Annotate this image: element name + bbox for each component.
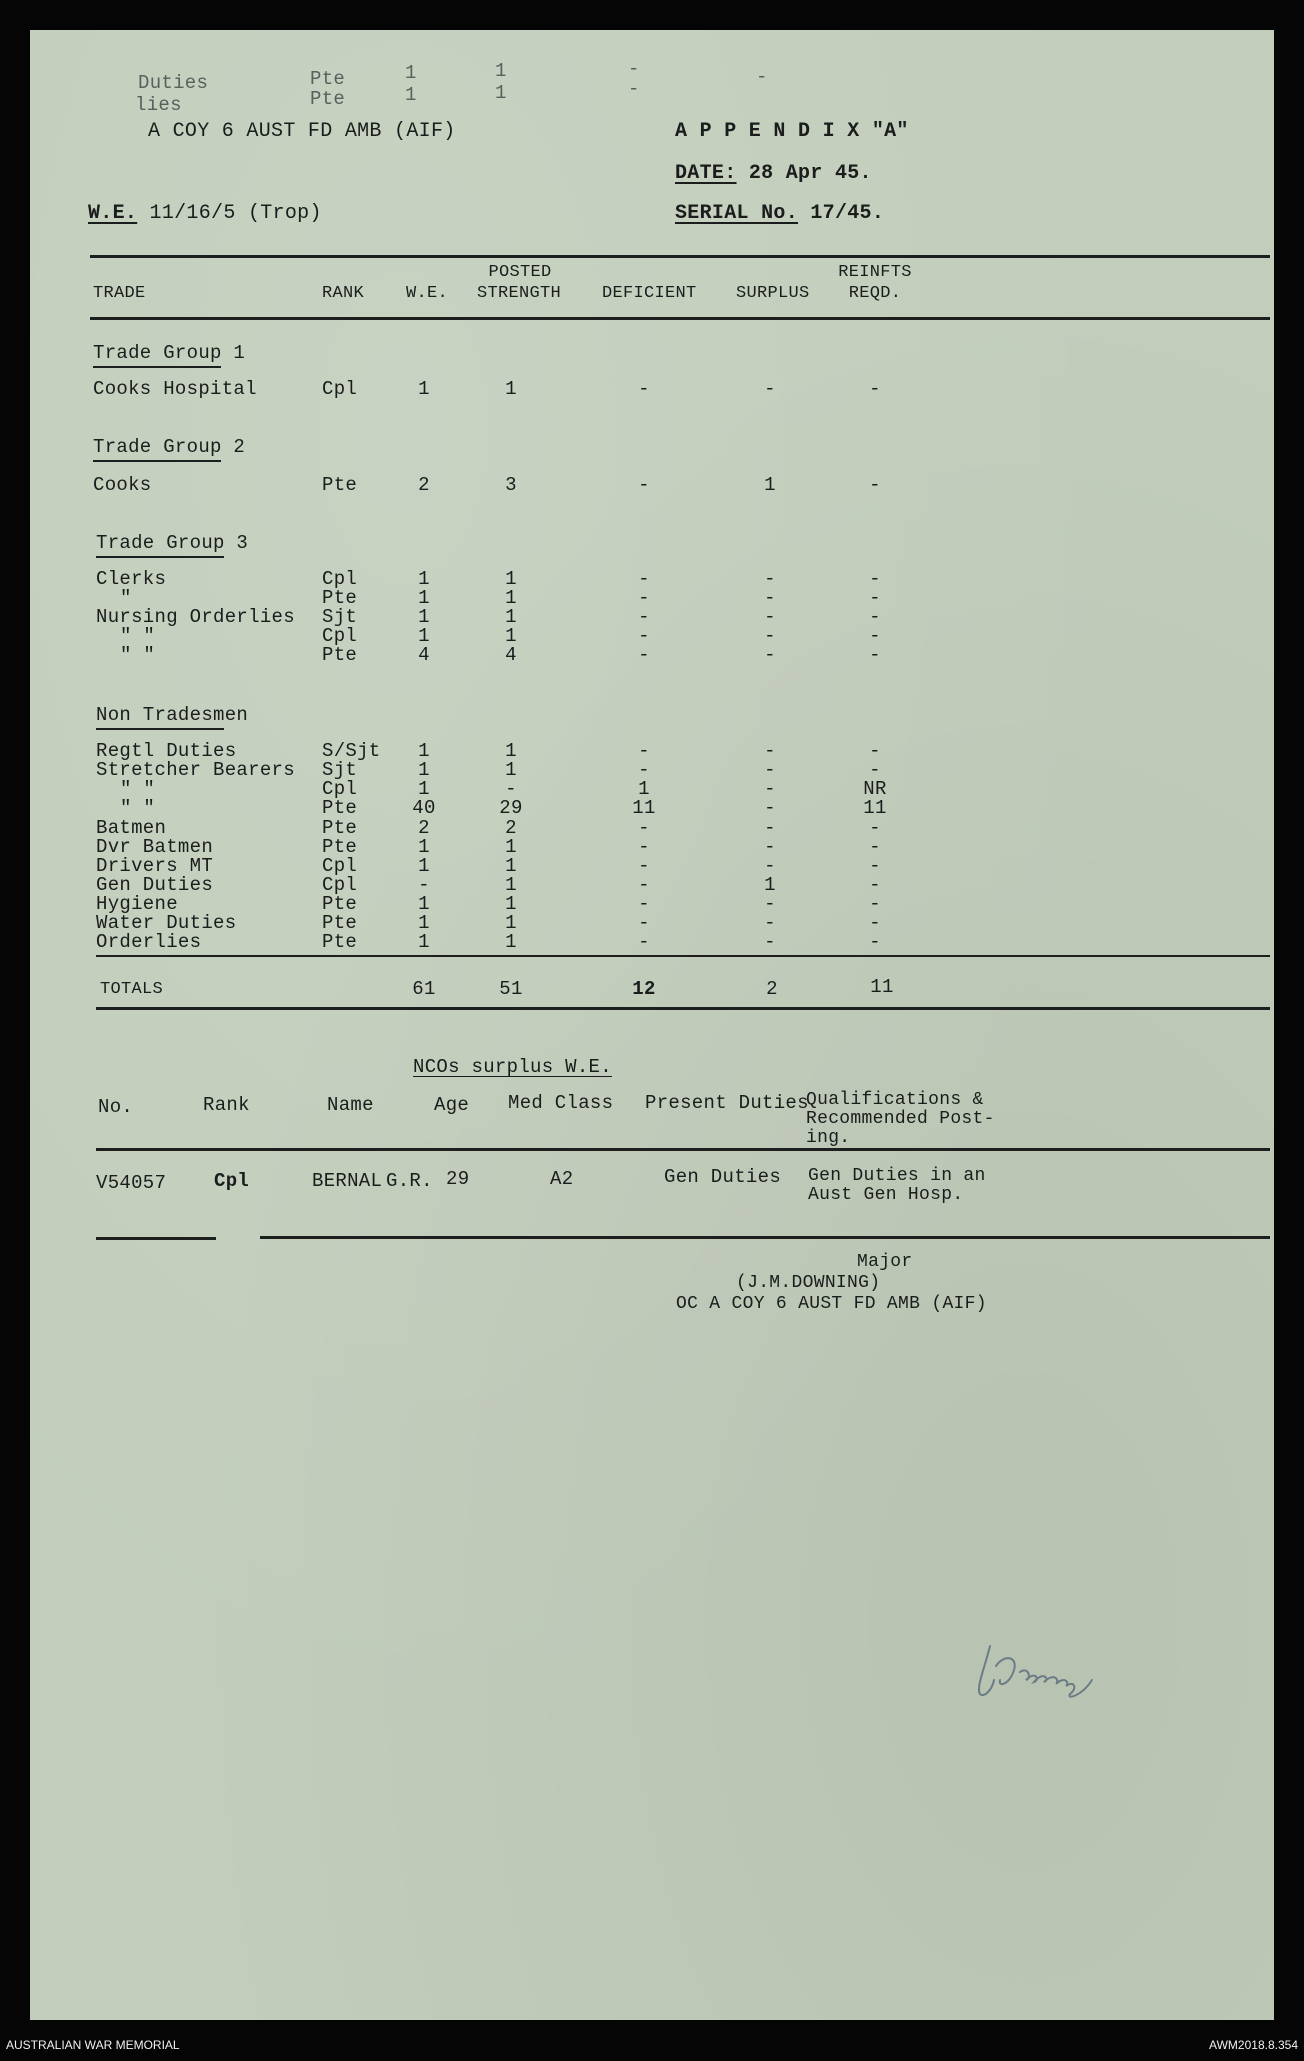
- row-reinf: -: [869, 587, 881, 609]
- row-deficient: -: [638, 625, 650, 647]
- row-posted: 4: [505, 644, 517, 666]
- row-rank: Pte: [322, 893, 358, 915]
- nco-col-med: Med Class: [508, 1092, 614, 1114]
- row-deficient: -: [638, 568, 650, 590]
- row-deficient: -: [638, 817, 650, 839]
- row-posted: 1: [505, 606, 517, 628]
- row-deficient: -: [638, 740, 650, 762]
- serial-label: SERIAL No.: [675, 202, 799, 225]
- group-heading-3: [96, 532, 248, 554]
- group-heading-2-label: Trade Group 2: [93, 436, 246, 458]
- row-surplus: -: [764, 644, 776, 666]
- unit-title: A COY 6 AUST FD AMB (AIF): [148, 120, 456, 143]
- row-we: 1: [418, 836, 430, 858]
- row-trade: ": [120, 587, 132, 609]
- fragment-def-2: -: [628, 78, 640, 100]
- row-rank: Pte: [322, 797, 358, 819]
- row-surplus: -: [764, 568, 776, 590]
- row-reinf: -: [869, 644, 881, 666]
- row-trade: " ": [120, 778, 156, 800]
- row-deficient: -: [638, 874, 650, 896]
- row-trade: Cooks Hospital: [93, 378, 257, 400]
- bottom-rule-left: [96, 1237, 216, 1240]
- fragment-posted-2: 1: [495, 82, 507, 104]
- nco-col-rank: Rank: [203, 1094, 250, 1116]
- nco-entry-no: V54057: [96, 1172, 167, 1194]
- group-heading-2: [93, 436, 245, 458]
- we-reference: [88, 202, 322, 225]
- row-trade: Regtl Duties: [96, 740, 237, 762]
- row-reinf: -: [869, 378, 881, 400]
- row-rank: Cpl: [322, 855, 358, 877]
- date-label: DATE:: [675, 162, 737, 185]
- fragment-we-2: 1: [405, 84, 417, 106]
- table-top-rule: [90, 255, 1270, 258]
- row-trade: Dvr Batmen: [96, 836, 214, 858]
- row-deficient: -: [638, 644, 650, 666]
- row-reinf: NR: [863, 778, 887, 800]
- appendix-title: A P P E N D I X "A": [675, 120, 909, 143]
- row-we: 1: [418, 625, 430, 647]
- row-surplus: -: [764, 893, 776, 915]
- fragment-trade-2: lies: [135, 94, 182, 116]
- col-surplus: SURPLUS: [736, 284, 810, 303]
- row-surplus: -: [764, 606, 776, 628]
- totals-posted: 51: [499, 978, 523, 1000]
- signoff-name: (J.M.DOWNING): [736, 1273, 881, 1293]
- row-posted: 29: [499, 797, 523, 819]
- nco-col-name: Name: [327, 1094, 374, 1116]
- row-surplus: 1: [764, 474, 776, 496]
- nco-col-no: No.: [98, 1096, 134, 1118]
- col-trade: TRADE: [93, 284, 146, 303]
- signature: [970, 1640, 1110, 1715]
- fragment-posted-1: 1: [495, 60, 507, 82]
- row-deficient: 11: [632, 797, 656, 819]
- row-surplus: -: [764, 817, 776, 839]
- row-we: 2: [418, 817, 430, 839]
- row-posted: 1: [505, 893, 517, 915]
- row-we: 1: [418, 759, 430, 781]
- row-surplus: 1: [764, 874, 776, 896]
- row-we: 1: [418, 893, 430, 915]
- row-we: 1: [418, 587, 430, 609]
- row-trade: Hygiene: [96, 893, 178, 915]
- row-reinf: -: [869, 912, 881, 934]
- row-rank: S/Sjt: [322, 740, 381, 762]
- fragment-we-1: 1: [405, 62, 417, 84]
- nco-entry-med: A2: [550, 1168, 574, 1190]
- row-rank: Pte: [322, 817, 358, 839]
- nco-section-title: NCOs surplus W.E.: [413, 1056, 612, 1078]
- nco-col-qual-1: Qualifications &: [806, 1090, 984, 1110]
- row-reinf: -: [869, 568, 881, 590]
- group-heading-1: [93, 342, 245, 364]
- row-we: 1: [418, 568, 430, 590]
- col-posted-1: POSTED: [488, 263, 552, 282]
- row-posted: 1: [505, 759, 517, 781]
- row-we: -: [418, 874, 430, 896]
- fragment-rank-2: Pte: [310, 88, 346, 110]
- row-trade: Cooks: [93, 474, 152, 496]
- row-we: 1: [418, 931, 430, 953]
- group-2-underline: [93, 460, 221, 462]
- row-deficient: -: [638, 759, 650, 781]
- archive-reference: AWM2018.8.354: [1209, 2038, 1298, 2052]
- nco-entry-qual-2: Aust Gen Hosp.: [808, 1185, 964, 1205]
- row-surplus: -: [764, 378, 776, 400]
- col-reinf-2: REQD.: [848, 284, 902, 303]
- date-value: 28 Apr 45.: [748, 162, 872, 185]
- row-trade: Stretcher Bearers: [96, 759, 295, 781]
- col-rank: RANK: [322, 284, 365, 303]
- row-posted: 1: [505, 912, 517, 934]
- row-reinf: -: [869, 625, 881, 647]
- row-reinf: -: [869, 931, 881, 953]
- row-we: 4: [418, 644, 430, 666]
- document-page: [30, 30, 1274, 2020]
- row-reinf: -: [869, 836, 881, 858]
- row-deficient: -: [638, 474, 650, 496]
- row-we: 1: [418, 740, 430, 762]
- row-reinf: -: [869, 759, 881, 781]
- fragment-sur-1: -: [756, 66, 768, 88]
- row-posted: 1: [505, 568, 517, 590]
- nco-col-qual-2: Recommended Post-: [806, 1109, 995, 1129]
- row-surplus: -: [764, 797, 776, 819]
- row-we: 1: [418, 778, 430, 800]
- totals-bottom-rule: [96, 1007, 1270, 1010]
- row-rank: Cpl: [322, 778, 358, 800]
- row-surplus: -: [764, 778, 776, 800]
- totals-we: 61: [412, 978, 436, 1000]
- row-rank: Pte: [322, 836, 358, 858]
- row-deficient: -: [638, 912, 650, 934]
- row-trade: Batmen: [96, 817, 167, 839]
- row-we: 1: [418, 912, 430, 934]
- serial-value: 17/45.: [810, 202, 885, 225]
- row-we: 1: [418, 378, 430, 400]
- row-reinf: -: [869, 893, 881, 915]
- nco-header-rule: [96, 1148, 1270, 1151]
- row-surplus: -: [764, 587, 776, 609]
- row-deficient: -: [638, 893, 650, 915]
- signoff-unit: OC A COY 6 AUST FD AMB (AIF): [676, 1294, 987, 1314]
- row-surplus: -: [764, 855, 776, 877]
- fragment-trade-1: Duties: [138, 72, 209, 94]
- serial-line: [675, 202, 884, 225]
- row-reinf: -: [869, 474, 881, 496]
- row-rank: Pte: [322, 474, 358, 496]
- row-surplus: -: [764, 625, 776, 647]
- totals-deficient: 12: [632, 978, 656, 1000]
- row-trade: Drivers MT: [96, 855, 214, 877]
- group-3-underline: [96, 556, 224, 558]
- row-rank: Pte: [322, 644, 358, 666]
- row-trade: Water Duties: [96, 912, 237, 934]
- row-trade: Orderlies: [96, 931, 202, 953]
- group-heading-3-label: Trade Group 3: [96, 532, 249, 554]
- row-posted: 1: [505, 740, 517, 762]
- nco-entry-duties: Gen Duties: [664, 1166, 782, 1188]
- row-we: 40: [412, 797, 436, 819]
- row-trade: " ": [120, 644, 156, 666]
- row-deficient: 1: [638, 778, 650, 800]
- row-surplus: -: [764, 759, 776, 781]
- col-deficient: DEFICIENT: [602, 284, 697, 303]
- group-heading-4: [96, 704, 248, 726]
- row-trade: " ": [120, 625, 156, 647]
- row-deficient: -: [638, 606, 650, 628]
- row-trade: Nursing Orderlies: [96, 606, 295, 628]
- row-deficient: -: [638, 836, 650, 858]
- totals-reinf: 11: [870, 976, 894, 998]
- row-we: 2: [418, 474, 430, 496]
- row-posted: 1: [505, 587, 517, 609]
- nco-col-duties: Present Duties: [645, 1092, 809, 1114]
- row-surplus: -: [764, 931, 776, 953]
- col-posted-2: STRENGTH: [477, 284, 562, 303]
- row-rank: Sjt: [322, 606, 358, 628]
- totals-surplus: 2: [766, 978, 778, 1000]
- signature-mark: [970, 1640, 1110, 1710]
- row-deficient: -: [638, 587, 650, 609]
- signoff-rank: Major: [857, 1252, 913, 1272]
- col-reinf-1: REINFTS: [838, 263, 912, 282]
- we-reference-label: W.E.: [88, 202, 138, 225]
- row-reinf: -: [869, 740, 881, 762]
- row-posted: 1: [505, 625, 517, 647]
- nco-col-age: Age: [434, 1094, 470, 1116]
- row-rank: Cpl: [322, 874, 358, 896]
- row-we: 1: [418, 855, 430, 877]
- group-1-underline: [93, 366, 221, 368]
- row-deficient: -: [638, 378, 650, 400]
- row-reinf: 11: [863, 797, 887, 819]
- row-posted: 2: [505, 817, 517, 839]
- row-deficient: -: [638, 855, 650, 877]
- row-deficient: -: [638, 931, 650, 953]
- row-rank: Pte: [322, 587, 358, 609]
- bottom-rule-right: [260, 1236, 1270, 1239]
- fragment-rank-1: Pte: [310, 68, 346, 90]
- row-trade: " ": [120, 797, 156, 819]
- row-posted: 1: [505, 855, 517, 877]
- row-rank: Sjt: [322, 759, 358, 781]
- fragment-def-1: -: [628, 58, 640, 80]
- row-surplus: -: [764, 912, 776, 934]
- totals-top-rule: [96, 955, 1270, 957]
- group-4-underline: [96, 728, 224, 730]
- row-posted: 1: [505, 931, 517, 953]
- table-header-rule: [90, 317, 1270, 320]
- totals-label: TOTALS: [100, 980, 164, 999]
- row-posted: 1: [505, 874, 517, 896]
- row-posted: 1: [505, 378, 517, 400]
- group-heading-1-label: Trade Group 1: [93, 342, 246, 364]
- nco-entry-age: 29: [446, 1168, 470, 1190]
- nco-entry-qual-1: Gen Duties in an: [808, 1166, 986, 1186]
- row-reinf: -: [869, 606, 881, 628]
- date-line: [675, 162, 872, 185]
- row-we: 1: [418, 606, 430, 628]
- row-trade: Clerks: [96, 568, 167, 590]
- row-reinf: -: [869, 874, 881, 896]
- row-posted: 1: [505, 836, 517, 858]
- we-reference-value: 11/16/5 (Trop): [149, 202, 322, 225]
- row-trade: Gen Duties: [96, 874, 214, 896]
- nco-entry-initials: G.R.: [386, 1170, 433, 1192]
- col-we: W.E.: [406, 284, 449, 303]
- row-rank: Cpl: [322, 568, 358, 590]
- row-rank: Pte: [322, 931, 358, 953]
- row-surplus: -: [764, 740, 776, 762]
- row-posted: -: [505, 778, 517, 800]
- row-rank: Cpl: [322, 625, 358, 647]
- group-heading-4-label: Non Tradesmen: [96, 704, 249, 726]
- nco-col-qual-3: ing.: [806, 1128, 851, 1148]
- row-reinf: -: [869, 817, 881, 839]
- archive-credit: AUSTRALIAN WAR MEMORIAL: [6, 2038, 180, 2052]
- nco-entry-rank: Cpl: [214, 1170, 250, 1192]
- row-posted: 3: [505, 474, 517, 496]
- nco-entry-name: BERNAL: [312, 1170, 383, 1192]
- row-surplus: -: [764, 836, 776, 858]
- row-rank: Pte: [322, 912, 358, 934]
- row-rank: Cpl: [322, 378, 358, 400]
- row-reinf: -: [869, 855, 881, 877]
